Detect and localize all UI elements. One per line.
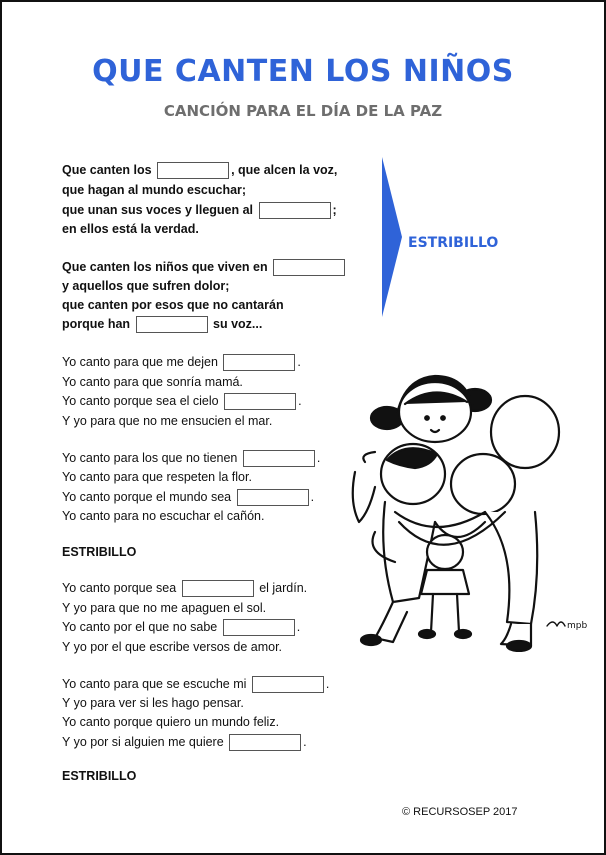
line-text: Yo canto por el que no sabe: [62, 620, 218, 634]
line-text: el jardín.: [259, 581, 308, 595]
line-text: Yo canto para que me dejen: [62, 355, 218, 369]
line-text: .: [325, 677, 330, 691]
verse-line: [62, 578, 307, 598]
estribillo-label: ESTRIBILLO: [62, 769, 137, 783]
chorus-line: [62, 257, 347, 277]
verse-line: [62, 732, 307, 752]
line-text: Que canten los: [62, 163, 152, 177]
line-text: Y yo por si alguien me quiere: [62, 735, 224, 749]
line-text: .: [316, 451, 321, 465]
line-text: , que alcen la voz,: [231, 163, 338, 177]
blank-field[interactable]: [157, 162, 229, 179]
estribillo-label: ESTRIBILLO: [62, 545, 137, 559]
blank-field[interactable]: [252, 676, 324, 693]
chorus-line: en ellos está la verdad.: [62, 222, 199, 236]
copyright-text: © RECURSOSEP 2017: [402, 806, 518, 818]
line-text: .: [296, 620, 301, 634]
line-text: su voz...: [213, 317, 263, 331]
verse-line: Yo canto porque quiero un mundo feliz.: [62, 715, 280, 729]
blank-field[interactable]: [223, 354, 295, 371]
illustration-signature: mpb: [567, 621, 588, 631]
verse-line: [62, 487, 314, 507]
verse-line: [62, 352, 301, 372]
line-text: Yo canto para que se escuche mi: [62, 677, 247, 691]
blank-field[interactable]: [229, 734, 301, 751]
line-text: .: [303, 735, 307, 749]
blank-field[interactable]: [182, 580, 254, 597]
line-text: porque han: [62, 317, 131, 331]
verse-line: Yo canto para que sonría mamá.: [62, 375, 243, 389]
verse-line: [62, 674, 329, 694]
estribillo-side-label: ESTRIBILLO: [408, 235, 499, 251]
chorus-line: que hagan al mundo escuchar;: [62, 183, 247, 197]
chorus-arrow-icon: [380, 157, 404, 317]
blank-field[interactable]: [223, 619, 295, 636]
line-text: Yo canto porque sea: [62, 581, 177, 595]
line-text: .: [297, 355, 301, 369]
line-text: Yo canto porque sea el cielo: [62, 394, 219, 408]
verse-line: Y yo para que no me ensucien el mar.: [62, 414, 273, 428]
line-text: ;: [332, 203, 337, 217]
blank-field[interactable]: [237, 489, 309, 506]
chorus-line: [62, 200, 337, 220]
verse-line: Y yo por el que escribe versos de amor.: [62, 640, 283, 654]
chorus-line: [62, 160, 337, 180]
verse-line: Y yo para que no me apaguen el sol.: [62, 601, 267, 615]
line-text: .: [310, 490, 315, 504]
page-subtitle: CANCIÓN PARA EL DÍA DE LA PAZ: [163, 102, 443, 120]
verse-line: Y yo para ver si les hago pensar.: [62, 696, 244, 710]
verse-line: [62, 617, 300, 637]
chorus-line: y aquellos que sufren dolor;: [62, 279, 230, 293]
line-text: Yo canto porque el mundo sea: [62, 490, 232, 504]
chorus-line: [62, 314, 262, 334]
chorus-line: que canten por esos que no cantarán: [62, 298, 284, 312]
verse-line: [62, 448, 320, 468]
page-title: QUE CANTEN LOS NIÑOS: [92, 54, 514, 89]
line-text: .: [298, 394, 302, 408]
blank-field[interactable]: [224, 393, 296, 410]
blank-field[interactable]: [243, 450, 315, 467]
blank-field[interactable]: [259, 202, 331, 219]
line-text: que unan sus voces y lleguen al: [62, 203, 254, 217]
blank-field[interactable]: [273, 259, 345, 276]
line-text: Que canten los niños que viven en: [62, 260, 268, 274]
blank-field[interactable]: [136, 316, 208, 333]
children-illustration: [335, 362, 595, 652]
line-text: Yo canto para los que no tienen: [62, 451, 238, 465]
verse-line: Yo canto para no escuchar el cañón.: [62, 509, 265, 523]
verse-line: Yo canto para que respeten la flor.: [62, 470, 252, 484]
verse-line: [62, 391, 302, 411]
